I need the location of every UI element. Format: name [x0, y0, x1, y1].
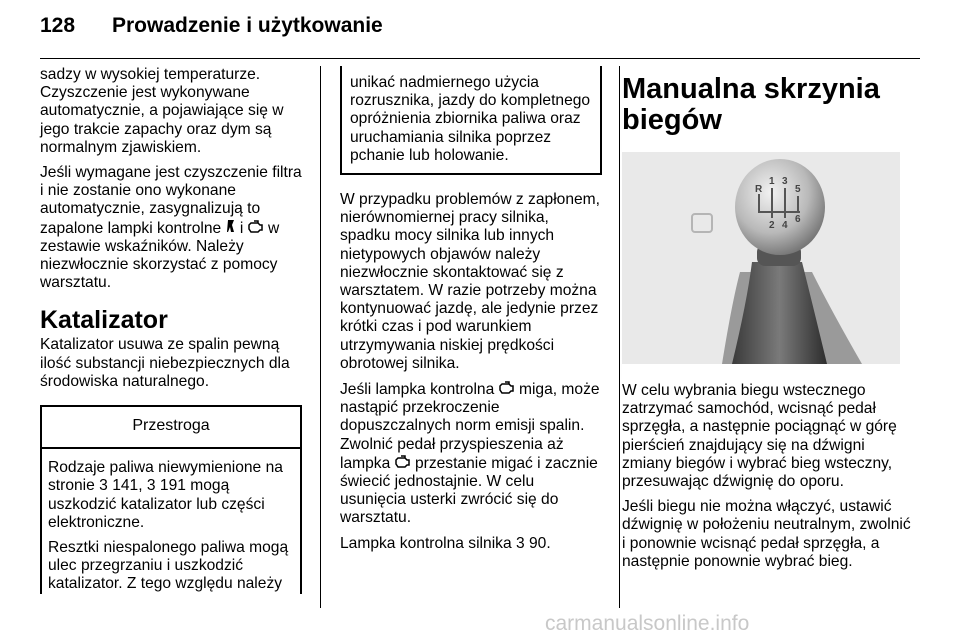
gear-label: 4: [782, 220, 788, 231]
column-3: [622, 66, 912, 578]
caution-title: Przestroga: [42, 407, 300, 449]
caution-box: [40, 405, 302, 594]
watermark: carmanualsonline.info: [545, 612, 750, 635]
engine-check-icon: [395, 454, 411, 472]
page-header: [40, 14, 383, 38]
column-divider: [619, 66, 620, 608]
engine-check-icon: [499, 380, 515, 398]
caution-paragraph: Resztki niespalonego paliwa mogą ulec przegrzaniu i uszkodzić katalizator. Z tego względu należy: [48, 539, 289, 593]
gear-label: 3: [782, 176, 788, 187]
column-2: [340, 66, 602, 560]
header-rule: [40, 58, 920, 59]
paragraph: Lampka kontrolna silnika 3 90.: [340, 534, 551, 552]
column-divider: [320, 66, 321, 608]
caution-box-continued: [340, 66, 602, 175]
paragraph: Jeśli wymagane jest czyszczenie filtra i nie zostanie ono wykonane automatycznie, zasygnalizują to zapalone lampki kontrolne i w zestawie wskaźników. Należy niezwłocznie skorzystać z pomocy warsztatu.: [40, 164, 302, 292]
caution-paragraph: Rodzaje paliwa niewymienione na stronie 3 141, 3 191 mogą uszkodzić katalizator lub części elektroniczne.: [48, 459, 283, 531]
gear-label: 1: [769, 176, 775, 187]
paragraph: Jeśli biegu nie można włączyć, ustawić dźwignię w położeniu neutralnym, zwolnić i ponownie wcisnąć pedał sprzęgła, a następnie ponownie wybrać bieg.: [622, 498, 911, 570]
caution-paragraph: unikać nadmiernego użycia rozrusznika, jazdy do kompletnego opróżnienia zbiornika paliwa oraz uruchamiania silnika poprzez pchanie lub holowanie.: [350, 74, 591, 164]
engine-check-icon: [248, 219, 264, 237]
page-ref-arrow-icon: 3: [146, 477, 156, 495]
filter-warning-icon: [226, 219, 236, 237]
paragraph: Jeśli lampka kontrolna miga, może nastąpić przekroczenie dopuszczalnych norm emisji spalin. Zwolnić pedał przyspieszenia aż lampka przestanie migać i zacznie świecić jednostajnie. W celu usunięcia usterki zwrócić się do warsztatu.: [340, 381, 600, 527]
page-ref-arrow-icon: 3: [515, 534, 525, 552]
page-number: 128: [40, 14, 76, 37]
gear-label: 5: [795, 184, 801, 195]
paragraph: W celu wybrania biegu wstecznego zatrzymać samochód, wcisnąć pedał sprzęgła, a następnie pociągnąć w górę pierścień znajdujący się na dźwigni zmiany biegów i wybrać bieg wsteczny, przesuwając dźwignię do oporu.: [622, 382, 897, 491]
caution-body: [42, 449, 300, 593]
gear-label: 2: [769, 220, 775, 231]
page-title: Prowadzenie i użytkowanie: [112, 14, 383, 37]
gear-lever-image: [622, 152, 900, 364]
gear-label: R: [755, 184, 763, 195]
gear-label: 6: [795, 214, 801, 225]
page-ref-arrow-icon: 3: [99, 477, 108, 495]
paragraph: Katalizator usuwa ze spalin pewną ilość substancji niebezpiecznych dla środowiska naturalnego.: [40, 336, 290, 390]
section-heading: Manualna skrzynia biegów: [622, 73, 880, 136]
section-heading: Katalizator: [40, 306, 168, 335]
column-1: [40, 66, 302, 601]
paragraph: W przypadku problemów z zapłonem, nierównomiernej pracy silnika, spadku mocy silnika lub innych nietypowych objawów należy niezwłocznie skontaktować się z warsztatem. W razie potrzeby można kontynuować jazdę, ale jedynie przez krótki czas i pod warunkiem utrzymywania niskiej prędkości obrotowej silnika.: [340, 191, 601, 372]
paragraph: sadzy w wysokiej temperaturze. Czyszczenie jest wykonywane automatycznie, a pojawiające się w jego trakcie zapachy oraz dym są normalnym zjawiskiem.: [40, 66, 284, 156]
